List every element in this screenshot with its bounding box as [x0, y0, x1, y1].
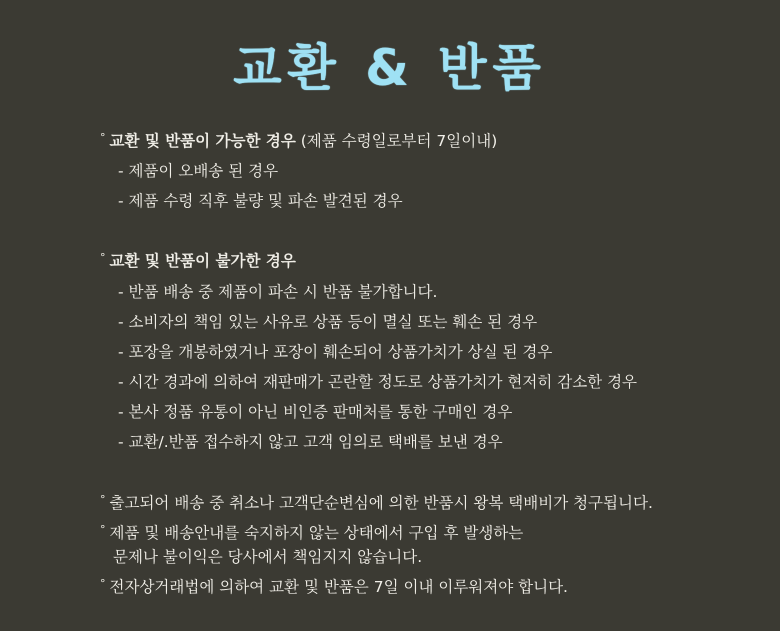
- list-item: - 시간 경과에 의하여 재판매가 곤란할 정도로 상품가치가 현저히 감소한 경우: [118, 373, 638, 391]
- list-item: - 소비자의 책임 있는 사유로 상품 등이 멸실 또는 훼손 된 경우: [118, 313, 538, 331]
- section-heading-note: (제품 수령일로부터 7일이내): [300, 132, 498, 150]
- list-item: - 본사 정품 유통이 아닌 비인증 판매처를 통한 구매인 경우: [118, 403, 513, 421]
- degree-bullet-icon: °: [100, 131, 106, 144]
- degree-bullet-icon: °: [100, 251, 106, 264]
- note-text: 제품 및 배송안내를 숙지하지 않는 상태에서 구입 후 발생하는: [109, 524, 524, 542]
- section-heading: 교환 및 반품이 불가한 경우: [109, 252, 296, 270]
- note-continuation: 문제나 불이익은 당사에서 책임지지 않습니다.: [113, 548, 423, 566]
- list-item: - 포장을 개봉하였거나 포장이 훼손되어 상품가치가 상실 된 경우: [118, 343, 553, 361]
- note-text: 전자상거래법에 의하여 교환 및 반품은 7일 이내 이루워져야 합니다.: [109, 578, 568, 596]
- page-title: 교환 & 반품: [233, 39, 547, 97]
- degree-bullet-icon: °: [100, 577, 106, 590]
- list-item: - 반품 배송 중 제품이 파손 시 반품 불가합니다.: [118, 283, 438, 301]
- list-item: - 제품 수령 직후 불량 및 파손 발견된 경우: [118, 192, 403, 210]
- list-item: - 제품이 오배송 된 경우: [118, 162, 279, 180]
- list-item: - 교환/.반품 접수하지 않고 고객 임의로 택배를 보낸 경우: [118, 433, 503, 451]
- note-text: 출고되어 배송 중 취소나 고객단순변심에 의한 반품시 왕복 택배비가 청구됩니다.: [109, 494, 653, 512]
- section-heading: 교환 및 반품이 가능한 경우: [109, 132, 296, 150]
- section-2-heading-row: [100, 251, 296, 271]
- note-line: [100, 577, 568, 597]
- note-line: [100, 523, 523, 543]
- degree-bullet-icon: °: [100, 493, 106, 506]
- section-1-heading-row: [100, 131, 497, 151]
- note-line: [100, 493, 653, 513]
- degree-bullet-icon: °: [100, 523, 106, 536]
